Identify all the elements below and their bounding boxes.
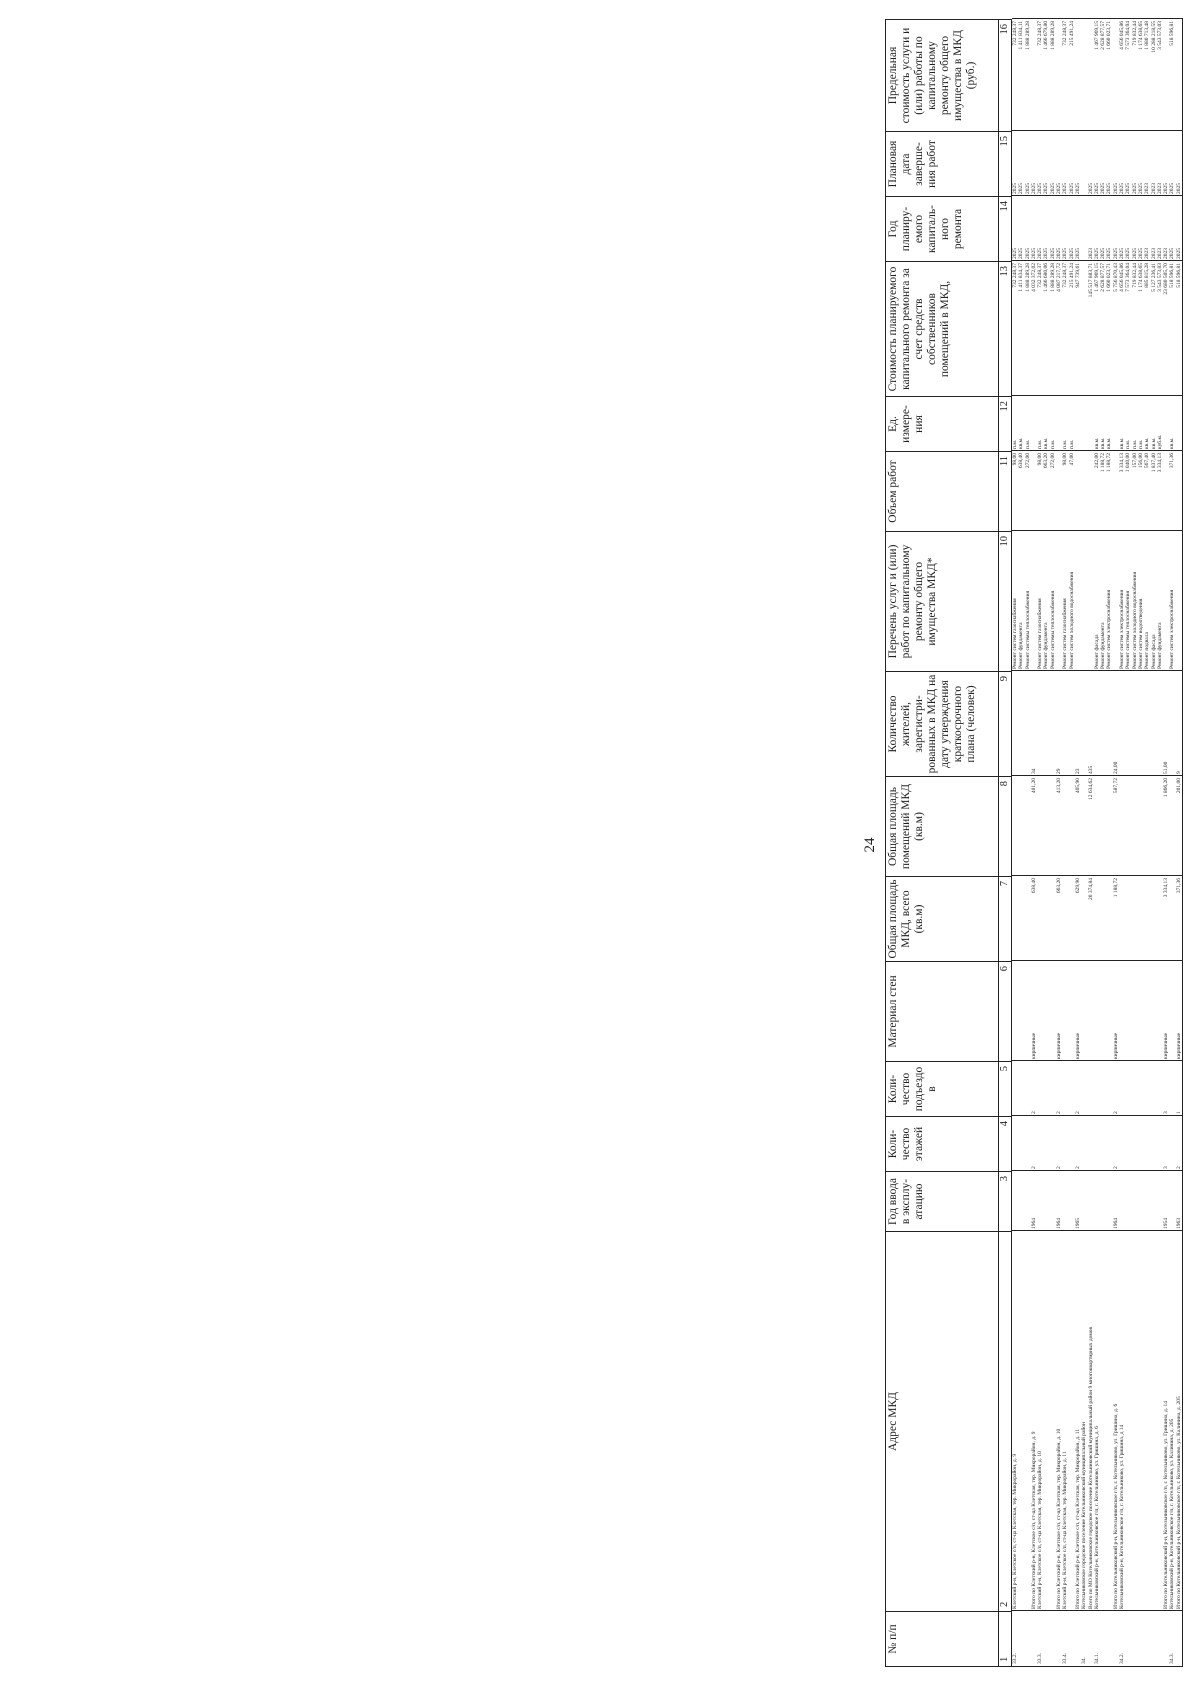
cell-num: 34.: [1081, 1657, 1088, 1664]
cell-limit: 10 288 218,55: [1150, 21, 1157, 53]
cell-works: Ремонт системы теплоснабжения: [1125, 590, 1132, 669]
cell-year_plan: 2023: [1144, 248, 1151, 259]
cell-floors: 2: [1056, 1166, 1063, 1169]
cell-limit: 1 466 679,80: [1043, 21, 1050, 50]
cell-end: 2025: [1175, 183, 1182, 194]
grid-line: [1012, 1170, 1182, 1171]
grid-line: [1012, 530, 1182, 531]
column-header-16: Предельная стоимость услуги и (или) работы по капитальному ремонту общего имущества в МКД (руб.): [886, 20, 999, 132]
column-number-2: 2: [999, 1232, 1012, 1612]
cell-unit: п.м.: [1024, 439, 1031, 449]
cell-unit: кв.м.: [1093, 437, 1100, 449]
cell-limit: 1 660 023,71: [1106, 21, 1113, 50]
cell-volume: 3 334,13: [1156, 453, 1163, 473]
cell-volume: 1 040,00: [1125, 453, 1132, 473]
cell-works: Ремонт систем электроснабжения: [1119, 589, 1126, 669]
cell-unit: п.м.: [1137, 439, 1144, 449]
cell-year_plan: 2025: [1049, 248, 1056, 259]
cell-cost: 1 466 680,06: [1043, 263, 1050, 292]
cell-unit: кв.м.: [1018, 437, 1025, 449]
cell-floors: 2: [1074, 1166, 1081, 1169]
column-number-12: 12: [999, 397, 1012, 452]
cell-addr: Клетский р-н, Клетское с/п, ст-ца Клетская, тер. Микрорайон, д. 10: [1037, 1451, 1044, 1609]
cell-addr: Итого по Клетский р-н, Клетское с/п, ст-ца Клетская, тер. Микрорайон, д. 11: [1074, 1428, 1081, 1609]
cell-end: 2025: [1119, 183, 1126, 194]
cell-year_plan: 2023: [1087, 248, 1094, 259]
column-header-14: Год планиру-емого капиталь-ного ремонта: [886, 197, 999, 262]
cell-cost: 719 832,44: [1131, 263, 1138, 288]
cell-residents: 51,00: [1163, 761, 1170, 774]
cell-limit: 1 888 289,28: [1024, 21, 1031, 50]
column-number-10: 10: [999, 532, 1012, 672]
cell-floors: 2: [1175, 1166, 1182, 1169]
cell-year_plan: 2025: [1018, 248, 1025, 259]
cell-end: 2025: [1112, 183, 1119, 194]
cell-walls: кирпичные: [1112, 1032, 1119, 1059]
column-number-1: 1: [999, 1612, 1012, 1667]
cell-walls: кирпичные: [1163, 1032, 1170, 1059]
cell-cost: 4 032 372,02: [1030, 263, 1037, 292]
cell-cost: 5 127 236,41: [1150, 263, 1157, 292]
cell-unit: кв.м.: [1106, 437, 1113, 449]
cell-end: 2023: [1144, 183, 1151, 194]
cell-cost: 4 087 217,72: [1056, 263, 1063, 292]
cell-area: 3 334,13: [1163, 878, 1170, 898]
cell-year_plan: 2025: [1131, 248, 1138, 259]
cell-volume: 98,00: [1037, 453, 1044, 466]
cell-year_plan: 2023: [1150, 248, 1157, 259]
cell-cost: 145 517 883,71: [1087, 263, 1094, 298]
cell-year_plan: 2025: [1024, 248, 1031, 259]
cell-end: 2025: [1137, 183, 1144, 194]
column-number-14: 14: [999, 197, 1012, 262]
cell-volume: 3 334,13: [1119, 453, 1126, 473]
cell-year_plan: 2025: [1119, 248, 1126, 259]
cell-year_plan: 2023: [1156, 248, 1163, 259]
cell-end: 2025: [1012, 183, 1018, 194]
cell-floors: 2: [1030, 1166, 1037, 1169]
column-header-12: Ед. измере-ния: [886, 397, 999, 452]
cell-end: 2025: [1056, 183, 1063, 194]
cell-area_prem: 12 634,62: [1087, 778, 1094, 800]
cell-year_plan: 2025: [1043, 248, 1050, 259]
cell-limit: 1 411 834,11: [1018, 21, 1025, 50]
cell-year_plan: 2025: [1012, 248, 1018, 259]
table-header: [885, 19, 1012, 1667]
cell-addr: Котельниковское городское поселение Котельниковский муниципальный район: [1081, 1422, 1088, 1609]
cell-cost: 1 888 289,28: [1024, 263, 1031, 292]
cell-area_prem: 1 866,20: [1163, 778, 1170, 798]
cell-area_prem: 201,00: [1175, 778, 1182, 794]
cell-works: Ремонт систем водоотведения: [1137, 598, 1144, 669]
cell-year: 1964: [1056, 1218, 1063, 1229]
cell-addr: Итого по Котельниковский р-н, Котельниковское г/п, г. Котельниково, ул. Калинина, д. 205: [1175, 1396, 1182, 1609]
cell-entrances: 2: [1074, 1111, 1081, 1114]
column-number-6: 6: [999, 962, 1012, 1062]
cell-end: 2025: [1074, 183, 1081, 194]
cell-limit: 732 248,37: [1037, 21, 1044, 46]
cell-residents: 435: [1087, 765, 1094, 774]
cell-area: 663,20: [1056, 878, 1063, 894]
cell-limit: 518 596,81: [1169, 21, 1176, 46]
grid-line: [1012, 670, 1182, 671]
cell-limit: 215 491,24: [1068, 21, 1075, 46]
cell-works: Ремонт систем электроснабжения: [1169, 589, 1176, 669]
grid-line: [1012, 960, 1182, 961]
grid-line: [1012, 775, 1182, 776]
cell-volume: 47,00: [1068, 453, 1075, 466]
cell-limit: 732 248,37: [1062, 21, 1069, 46]
cell-walls: кирпичные: [1056, 1032, 1063, 1059]
cell-num: 33.3.: [1037, 1653, 1044, 1664]
cell-addr: Итого по Клетский р-н, Клетское с/п, ст-ца Клетская, тер. Микрорайон, д. 10: [1056, 1428, 1063, 1609]
cell-unit: п.м.: [1068, 439, 1075, 449]
cell-num: 34.3.: [1169, 1653, 1176, 1664]
column-header-11: Объем работ: [886, 452, 999, 532]
cell-works: Ремонт систем газоснабжения: [1062, 598, 1069, 669]
cell-works: Ремонт систем электроснабжения: [1106, 589, 1113, 669]
column-header-1: № п/п: [886, 1612, 999, 1667]
cell-num: 34.2.: [1119, 1653, 1126, 1664]
cell-cost: 4 656 045,86: [1119, 263, 1126, 292]
grid-line: [1012, 1060, 1182, 1061]
grid-line: [1012, 395, 1182, 396]
cell-year: 1963: [1175, 1218, 1182, 1229]
cell-addr: Клетский р-н, Клетское с/п, ст-ца Клетская, тер. Микрорайон, д. 11: [1062, 1451, 1069, 1609]
cell-unit: кв.м.: [1150, 437, 1157, 449]
cell-end: 2025: [1037, 183, 1044, 194]
grid-line: [1012, 450, 1182, 451]
cell-unit: куб.м.: [1156, 434, 1163, 449]
cell-area_prem: 401,20: [1030, 778, 1037, 794]
cell-limit: 1 174 638,65: [1137, 21, 1144, 50]
cell-entrances: 1: [1175, 1111, 1182, 1114]
cell-end: 2025: [1018, 183, 1025, 194]
cell-works: Ремонт системы теплоснабжения: [1049, 590, 1056, 669]
cell-year_plan: 2025: [1100, 248, 1107, 259]
cell-entrances: 2: [1112, 1111, 1119, 1114]
cell-cost: 3 543 573,03: [1156, 263, 1163, 292]
cell-year_plan: 2025: [1137, 248, 1144, 259]
column-header-13: Стоимость планируемого капитального ремонта за счет средств собственников помещений в МКД,: [886, 262, 999, 397]
cell-area: 371,36: [1175, 878, 1182, 894]
cell-cost: 2 628 877,57: [1100, 263, 1107, 292]
cell-addr: Итого по Котельниковский р-н, Котельниковское г/п, г. Котельниково, ул. Гришина, д. 6: [1112, 1403, 1119, 1609]
cell-limit: 732 248,37: [1012, 21, 1018, 46]
cell-year_plan: 2025: [1125, 248, 1132, 259]
cell-cost: 1 467 969,15: [1093, 263, 1100, 292]
cell-cost: 23 680 505,70: [1163, 263, 1170, 295]
cell-cost: 215 491,24: [1068, 263, 1075, 288]
cell-cost: 885 815,28: [1144, 263, 1151, 288]
grid-line: [1012, 1115, 1182, 1116]
column-header-8: Общая площадь помещений МКД (кв.м): [886, 777, 999, 877]
cell-works: Ремонт систем холодного водоснабжения: [1068, 571, 1075, 669]
cell-limit: 1 880 713,48: [1144, 21, 1151, 50]
cell-floors: 3: [1163, 1166, 1170, 1169]
cell-year_plan: 2025: [1175, 248, 1182, 259]
cell-walls: кирпичные: [1175, 1032, 1182, 1059]
cell-addr: Котельниковский р-н, Котельниковское г/п, г. Котельниково, ул. Калинина, д. 205: [1169, 1418, 1176, 1609]
cell-end: 2025: [1163, 183, 1170, 194]
cell-volume: 567,40: [1144, 453, 1151, 469]
grid-line: [1012, 1230, 1182, 1231]
cell-floors: 2: [1112, 1166, 1119, 1169]
cell-addr: Котельниковский р-н, Котельниковское г/п, г. Котельниково, ул. Гришина, д. 6: [1093, 1426, 1100, 1609]
cell-volume: 156,00: [1137, 453, 1144, 469]
cell-residents: 34: [1030, 768, 1037, 774]
cell-area_prem: 413,20: [1056, 778, 1063, 794]
cell-addr: Клетский р-н, Клетское с/п, ст-ца Клетская, тер. Микрорайон, д. 9: [1012, 1453, 1018, 1609]
cell-addr: Всего по МО Котельниковское городское поселение Котельниковский муниципальный район 9 многоквартирных домов: [1087, 1326, 1094, 1609]
cell-cost: 518 596,81: [1169, 263, 1176, 288]
cell-entrances: 2: [1056, 1111, 1063, 1114]
cell-num: 33.2.: [1012, 1653, 1018, 1664]
cell-end: 2025: [1062, 183, 1069, 194]
cell-area_prem: 587,72: [1112, 778, 1119, 794]
cell-volume: 242,00: [1093, 453, 1100, 469]
cell-works: Ремонт фундамента: [1100, 622, 1107, 669]
cell-unit: п.м.: [1012, 439, 1018, 449]
cell-year: 1965: [1074, 1218, 1081, 1229]
cell-end: 2025: [1125, 183, 1132, 194]
cell-end: 2025: [1093, 183, 1100, 194]
cell-unit: кв.м.: [1043, 437, 1050, 449]
cell-limit: 4 656 045,86: [1119, 21, 1126, 50]
cell-num: 33.4.: [1062, 1653, 1069, 1664]
cell-volume: 1 188,72: [1106, 453, 1113, 473]
cell-unit: кв.м.: [1100, 437, 1107, 449]
cell-end: 2025: [1043, 183, 1050, 194]
cell-end: 2025: [1068, 183, 1075, 194]
column-number-4: 4: [999, 1117, 1012, 1172]
cell-year: 1964: [1030, 1218, 1037, 1229]
cell-end: 2023: [1150, 183, 1157, 194]
cell-entrances: 2: [1030, 1111, 1037, 1114]
cell-year_plan: 2025: [1037, 248, 1044, 259]
cell-unit: п.м.: [1049, 439, 1056, 449]
cell-end: 2025: [1169, 183, 1176, 194]
cell-end: 2025: [1087, 183, 1094, 194]
grid-line: [1012, 130, 1182, 131]
column-header-6: Материал стен: [886, 962, 999, 1062]
cell-unit: п.м.: [1062, 439, 1069, 449]
column-number-5: 5: [999, 1062, 1012, 1117]
cell-works: Ремонт систем холодного водоснабжения: [1131, 571, 1138, 669]
cell-cost: 947 739,61: [1074, 263, 1081, 288]
cell-year: 1964: [1112, 1218, 1119, 1229]
cell-volume: 663,20: [1043, 453, 1050, 469]
cell-walls: кирпичные: [1030, 1032, 1037, 1059]
cell-year_plan: 2025: [1030, 248, 1037, 259]
column-number-7: 7: [999, 877, 1012, 962]
cell-residents: 24,00: [1112, 761, 1119, 774]
cell-cost: 1 888 289,28: [1049, 263, 1056, 292]
column-number-11: 11: [999, 452, 1012, 532]
cell-works: Ремонт фасада: [1150, 634, 1157, 669]
cell-volume: 1 837,40: [1150, 453, 1157, 473]
column-number-16: 16: [999, 20, 1012, 132]
cell-year_plan: 2025: [1056, 248, 1063, 259]
cell-volume: 98,00: [1012, 453, 1018, 466]
cell-end: 2025: [1049, 183, 1056, 194]
cell-residents: 29: [1056, 768, 1063, 774]
cell-volume: 272,00: [1024, 453, 1031, 469]
cell-addr: Итого по Клетский р-н, Клетское с/п, ст-ца Клетская, тер. Микрорайон, д. 9: [1030, 1431, 1037, 1609]
cell-cost: 732 248,37: [1012, 263, 1018, 288]
cell-works: Ремонт фундамента: [1018, 622, 1025, 669]
cell-works: Ремонт систем газоснабжения: [1037, 598, 1044, 669]
cell-unit: п.м.: [1131, 439, 1138, 449]
column-header-3: Год ввода в эксплу-атацию: [886, 1172, 999, 1232]
column-number-9: 9: [999, 672, 1012, 777]
cell-walls: кирпичные: [1074, 1032, 1081, 1059]
cell-addr: Котельниковский р-н, Котельниковское г/п, г. Котельниково, ул. Гришина, д 14: [1119, 1424, 1126, 1609]
cell-area: 20 374,84: [1087, 878, 1094, 900]
cell-year_plan: 2023: [1163, 248, 1170, 259]
cell-num: 34.1.: [1093, 1653, 1100, 1664]
table-body: [1012, 18, 1183, 1667]
cell-end: 2025: [1106, 183, 1113, 194]
cell-entrances: 3: [1163, 1111, 1170, 1114]
cell-limit: 2 628 877,57: [1100, 21, 1107, 50]
cell-works: Ремонт фундамента: [1043, 622, 1050, 669]
column-header-5: Коли-чество подъездо в: [886, 1062, 999, 1117]
cell-works: Ремонт системы теплоснабжения: [1024, 590, 1031, 669]
cell-limit: 1 888 289,28: [1049, 21, 1056, 50]
cell-works: Ремонт фундамента: [1156, 622, 1163, 669]
cell-limit: 7 573 364,04: [1125, 21, 1132, 50]
cell-year: 1954: [1163, 1218, 1170, 1229]
cell-year_plan: 2025: [1106, 248, 1113, 259]
column-number-13: 13: [999, 262, 1012, 397]
cell-cost: 732 248,37: [1037, 263, 1044, 288]
cell-year_plan: 2025: [1112, 248, 1119, 259]
column-number-8: 8: [999, 777, 1012, 877]
column-header-4: Коли-чество этажей: [886, 1117, 999, 1172]
column-number-3: 3: [999, 1172, 1012, 1232]
cell-volume: 638,40: [1018, 453, 1025, 469]
cell-unit: п.м.: [1037, 439, 1044, 449]
grid-line: [1012, 875, 1182, 876]
cell-year_plan: 2025: [1068, 248, 1075, 259]
cell-area: 629,90: [1074, 878, 1081, 894]
cell-addr: Итого по Котельниковский р-н, Котельниковское г/п, г. Котельниково, ул. Гришина, д. 14: [1163, 1400, 1170, 1609]
cell-cost: 1 174 638,65: [1137, 263, 1144, 292]
cell-end: 2023: [1156, 183, 1163, 194]
cell-cost: 732 248,37: [1062, 263, 1069, 288]
cell-cost: 1 660 023,71: [1106, 263, 1113, 292]
cell-unit: кв.м.: [1119, 437, 1126, 449]
page-number: 24: [862, 837, 878, 853]
grid-line: [1012, 260, 1182, 261]
column-header-2: Адрес МКД: [886, 1232, 999, 1612]
cell-volume: 371,36: [1169, 453, 1176, 469]
cell-works: Ремонт систем газоснабжения: [1012, 598, 1018, 669]
cell-end: 2025: [1024, 183, 1031, 194]
cell-cost: 1 411 834,37: [1018, 263, 1025, 292]
cell-cost: 7 573 364,04: [1125, 263, 1132, 292]
cell-year_plan: 2025: [1074, 248, 1081, 259]
cell-cost: 5 756 870,43: [1112, 263, 1119, 292]
cell-area_prem: 405,90: [1074, 778, 1081, 794]
cell-limit: 3 543 573,03: [1156, 21, 1163, 50]
column-header-9: Количество жителей, зарегистри-рованных в МКД на дату утверждения краткосрочного плана (человек): [886, 672, 999, 777]
cell-volume: 272,00: [1049, 453, 1056, 469]
cell-volume: 98,00: [1062, 453, 1069, 466]
cell-volume: 1 188,72: [1100, 453, 1107, 473]
cell-limit: 1 467 969,15: [1093, 21, 1100, 50]
cell-end: 2025: [1030, 183, 1037, 194]
cell-works: Ремонт фасада: [1093, 634, 1100, 669]
cell-year_plan: 2025: [1169, 248, 1176, 259]
cell-unit: п.м.: [1125, 439, 1132, 449]
cell-end: 2025: [1131, 183, 1138, 194]
cell-volume: 157,00: [1131, 453, 1138, 469]
grid-line: [1012, 1610, 1182, 1611]
cell-area: 1 188,72: [1112, 878, 1119, 898]
column-header-10: Перечень услуг и (или) работ по капитальному ремонту общего имущества МКД*: [886, 532, 999, 672]
cell-works: Ремонт подвала: [1144, 632, 1151, 669]
grid-line: [1012, 195, 1182, 196]
cell-residents: 23: [1074, 768, 1081, 774]
cell-residents: 9: [1175, 771, 1182, 774]
column-number-15: 15: [999, 132, 1012, 197]
cell-cost: 518 596,81: [1175, 263, 1182, 288]
cell-unit: кв.м.: [1169, 437, 1176, 449]
column-header-15: Плановая дата заверше-ния работ: [886, 132, 999, 197]
cell-limit: 719 832,44: [1131, 21, 1138, 46]
cell-year_plan: 2025: [1062, 248, 1069, 259]
cell-end: 2025: [1100, 183, 1107, 194]
cell-year_plan: 2025: [1093, 248, 1100, 259]
column-header-7: Общая площадь МКД, всего (кв.м): [886, 877, 999, 962]
cell-unit: кв.м.: [1144, 437, 1151, 449]
cell-area: 638,40: [1030, 878, 1037, 894]
